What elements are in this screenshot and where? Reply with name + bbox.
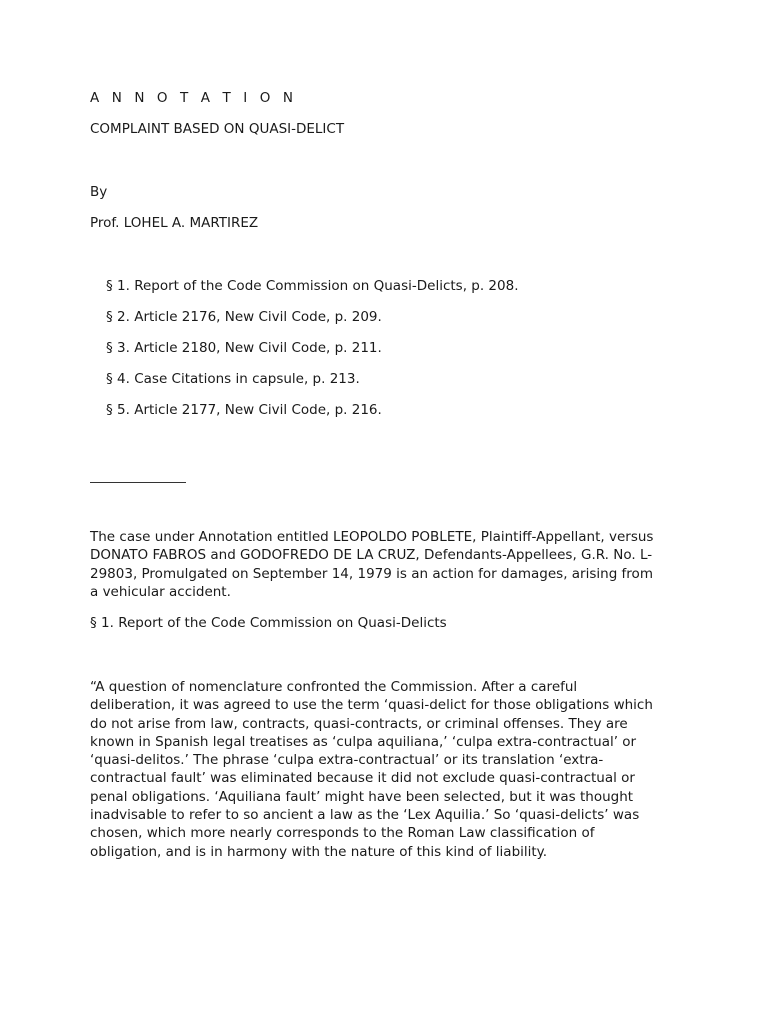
toc-item-1: § 1. Report of the Code Commission on Quasi-Delicts, p. 208. — [106, 278, 519, 294]
intro-line: a vehicular accident. — [90, 583, 231, 600]
quote-line: ‘quasi-delitos.’ The phrase ‘culpa extra-contractual’ or its translation ‘extra- — [90, 752, 604, 769]
intro-line: 29803, Promulgated on September 14, 1979 is an action for damages, arising from — [90, 565, 653, 582]
quote-line: deliberation, it was agreed to use the term ‘quasi-delict for those obligations which — [90, 697, 653, 714]
annotation-label: A N N O T A T I O N — [90, 90, 298, 106]
quote-line: penal obligations. ‘Aquiliana fault’ might have been selected, but it was thought — [90, 788, 634, 805]
quote-line: known in Spanish legal treatises as ‘culpa aquiliana,’ ‘culpa extra-contractual’ or — [90, 733, 637, 750]
document-title: COMPLAINT BASED ON QUASI-DELICT — [90, 121, 345, 137]
author-name: Prof. LOHEL A. MARTIREZ — [90, 215, 259, 231]
section-1-heading: § 1. Report of the Code Commission on Quasi-Delicts — [90, 615, 447, 631]
quote-paragraph — [90, 678, 670, 861]
quote-line: contractual fault’ was eliminated because it did not exclude quasi-contractual or — [90, 770, 635, 787]
intro-line: DONATO FABROS and GODOFREDO DE LA CRUZ, Defendants-Appellees, G.R. No. L- — [90, 547, 653, 564]
quote-line: “A question of nomenclature confronted the Commission. After a careful — [90, 679, 578, 695]
footnote-divider — [90, 482, 186, 483]
byline-label: By — [90, 184, 108, 200]
intro-paragraph — [90, 528, 670, 601]
quote-line: do not arise from law, contracts, quasi-contracts, or criminal offenses. They are — [90, 715, 628, 732]
quote-line: chosen, which more nearly corresponds to the Roman Law classification of — [90, 825, 595, 842]
intro-line: The case under Annotation entitled LEOPOLDO POBLETE, Plaintiff-Appellant, versus — [90, 529, 654, 545]
toc-item-3: § 3. Article 2180, New Civil Code, p. 211. — [106, 340, 382, 356]
toc-item-2: § 2. Article 2176, New Civil Code, p. 209. — [106, 309, 382, 325]
toc-item-4: § 4. Case Citations in capsule, p. 213. — [106, 371, 360, 387]
toc-item-5: § 5. Article 2177, New Civil Code, p. 216. — [106, 402, 382, 418]
quote-line: inadvisable to refer to so ancient a law as the ‘Lex Aquilia.’ So ‘quasi-delicts’ was — [90, 807, 640, 824]
quote-line: obligation, and is in harmony with the nature of this kind of liability. — [90, 843, 548, 860]
